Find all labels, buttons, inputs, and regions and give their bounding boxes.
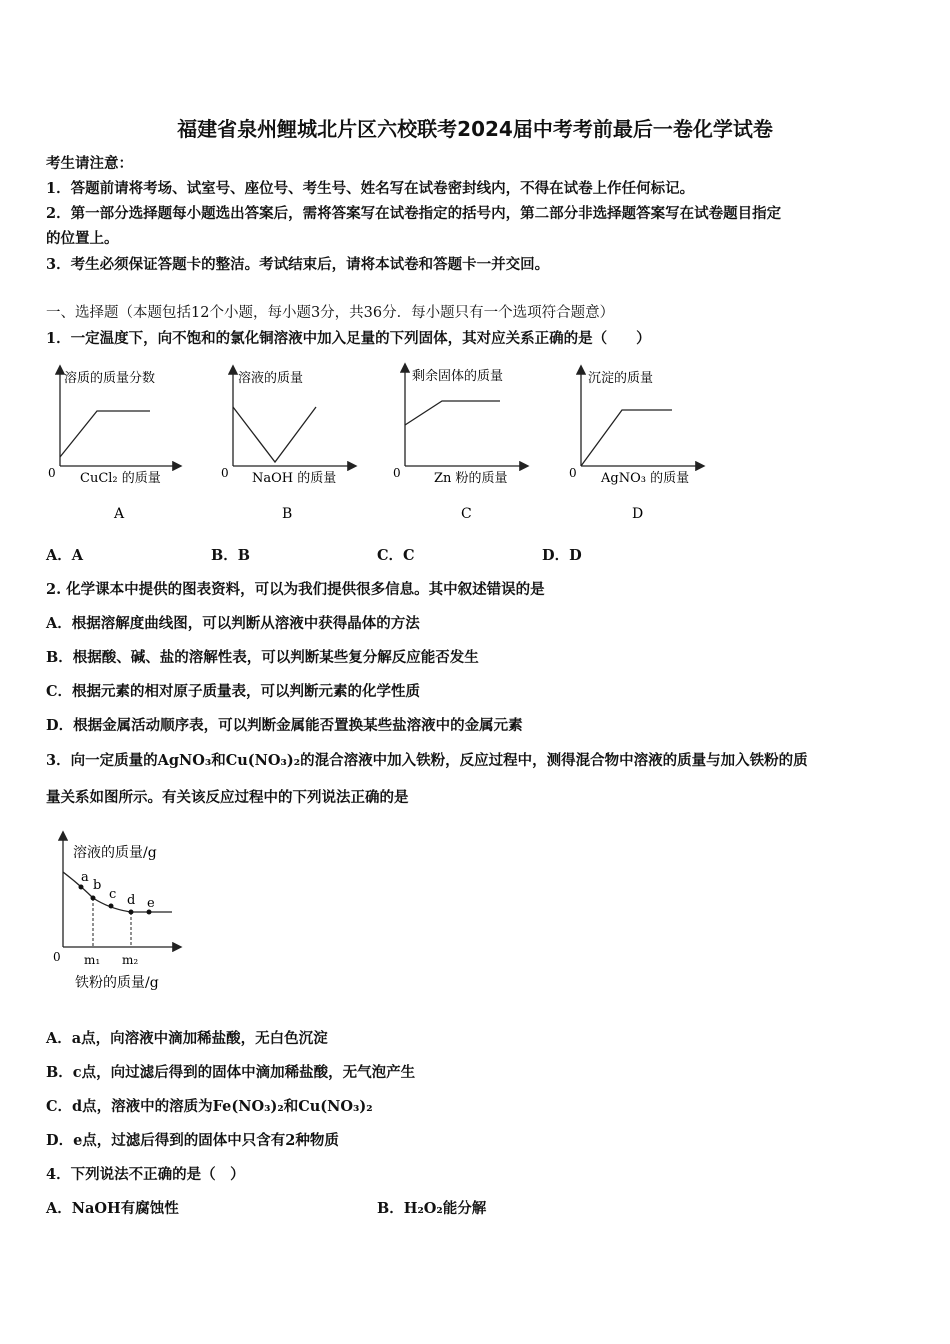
graph-b-origin: 0: [221, 466, 229, 480]
graph-b-ylabel: 溶液的质量: [238, 371, 304, 386]
graph-c-curve: [405, 401, 500, 425]
graph-c-ylabel: 剩余固体的质量: [412, 369, 504, 384]
graph-d-caption: D: [632, 506, 644, 522]
q1-option-b: B．B: [211, 547, 251, 564]
q2-option-b: B．根据酸、碱、盐的溶解性表，可以判断某些复分解反应能否发生: [46, 649, 479, 666]
point-d-dot: [129, 910, 134, 915]
q3-origin: 0: [53, 950, 61, 964]
page-title: 福建省泉州鲤城北片区六校联考2024届中考考前最后一卷化学试卷: [177, 117, 773, 141]
q4-option-a: A．NaOH有腐蚀性: [46, 1200, 179, 1217]
graph-b: [221, 367, 355, 522]
graph-b-caption: B: [282, 506, 293, 522]
q4-stem: 4．下列说法不正确的是（ ）: [46, 1166, 245, 1183]
q2-stem: 2. 化学课本中提供的图表资料，可以为我们提供很多信息。其中叙述错误的是: [46, 581, 545, 598]
graph-a-xlabel: CuCl₂ 的质量: [80, 471, 161, 486]
q3-xlabel: 铁粉的质量/g: [75, 975, 159, 991]
point-b-label: b: [93, 878, 102, 893]
point-c-dot: [109, 904, 114, 909]
q3-option-b: B．c点，向过滤后得到的固体中滴加稀盐酸，无气泡产生: [46, 1064, 416, 1081]
point-a-label: a: [81, 870, 89, 885]
q1-option-c: C．C: [377, 547, 415, 564]
graph-b-xlabel: NaOH 的质量: [252, 471, 337, 486]
notice-item: 3．考生必须保证答题卡的整洁。考试结束后，请将本试卷和答题卡一并交回。: [46, 256, 550, 273]
q3-option-c: C．d点，溶液中的溶质为Fe(NO₃)₂和Cu(NO₃)₂: [46, 1098, 373, 1115]
graph-d-ylabel: 沉淀的质量: [588, 371, 654, 386]
q2-option-c: C．根据元素的相对原子质量表，可以判断元素的化学性质: [46, 683, 421, 700]
point-b-dot: [91, 896, 96, 901]
graph-b-curve: [233, 407, 316, 462]
graph-c-xlabel: Zn 粉的质量: [434, 471, 508, 486]
point-c-label: c: [109, 887, 117, 902]
q3-stem-line1: 3．向一定质量的AgNO₃和Cu(NO₃)₂的混合溶液中加入铁粉，反应过程中，测得混合物中溶液的质量与加入铁粉的质: [46, 752, 808, 769]
point-e-label: e: [147, 896, 155, 911]
q3-ylabel: 溶液的质量/g: [73, 845, 157, 861]
q3-curve: [63, 872, 172, 912]
q4-option-b: B．H₂O₂能分解: [377, 1200, 487, 1217]
graph-a: [48, 367, 180, 522]
graph-a-caption: A: [114, 506, 125, 522]
graph-a-ylabel: 溶质的质量分数: [64, 371, 156, 386]
graph-d-curve: [581, 410, 672, 466]
q2-option-d: D．根据金属活动顺序表，可以判断金属能否置换某些盐溶液中的金属元素: [46, 717, 523, 734]
notice-item: 1．答题前请将考场、试室号、座位号、考生号、姓名写在试卷密封线内，不得在试卷上作任何标记。: [46, 180, 695, 197]
notice-item: 的位置上。: [46, 230, 119, 247]
graph-a-curve: [60, 411, 150, 457]
q1-option-a: A．A: [46, 547, 84, 564]
graph-a-origin: 0: [48, 466, 56, 480]
q1-stem: 1．一定温度下，向不饱和的氯化铜溶液中加入足量的下列固体，其对应关系正确的是（ ）: [46, 330, 651, 347]
tick-m2: m₂: [122, 953, 139, 967]
q3-option-d: D．e点，过滤后得到的固体中只含有2种物质: [46, 1132, 339, 1149]
q3-option-a: A．a点，向溶液中滴加稀盐酸，无白色沉淀: [46, 1030, 328, 1047]
point-a-dot: [79, 885, 84, 890]
q1-graphs: [40, 355, 740, 530]
graph-d-origin: 0: [569, 466, 577, 480]
q3-stem-line2: 量关系如图所示。有关该反应过程中的下列说法正确的是: [46, 789, 409, 806]
graph-d: [569, 367, 703, 522]
tick-m1: m₁: [84, 953, 101, 967]
notice-heading: 考生请注意：: [46, 155, 133, 172]
graph-c-caption: C: [461, 506, 472, 522]
q3-graph: [45, 825, 205, 995]
point-d-label: d: [127, 893, 136, 908]
q2-option-a: A．根据溶解度曲线图，可以判断从溶液中获得晶体的方法: [46, 615, 420, 632]
section-heading: 一、选择题（本题包括12个小题，每小题3分，共36分．每小题只有一个选项符合题意）: [46, 305, 615, 321]
graph-c-origin: 0: [393, 466, 401, 480]
graph-d-xlabel: AgNO₃ 的质量: [601, 471, 690, 486]
q1-option-d: D．D: [542, 547, 582, 564]
graph-c: [393, 365, 527, 522]
notice-item: 2．第一部分选择题每小题选出答案后，需将答案写在试卷指定的括号内，第二部分非选择题答案写在试卷题目指定: [46, 205, 782, 222]
